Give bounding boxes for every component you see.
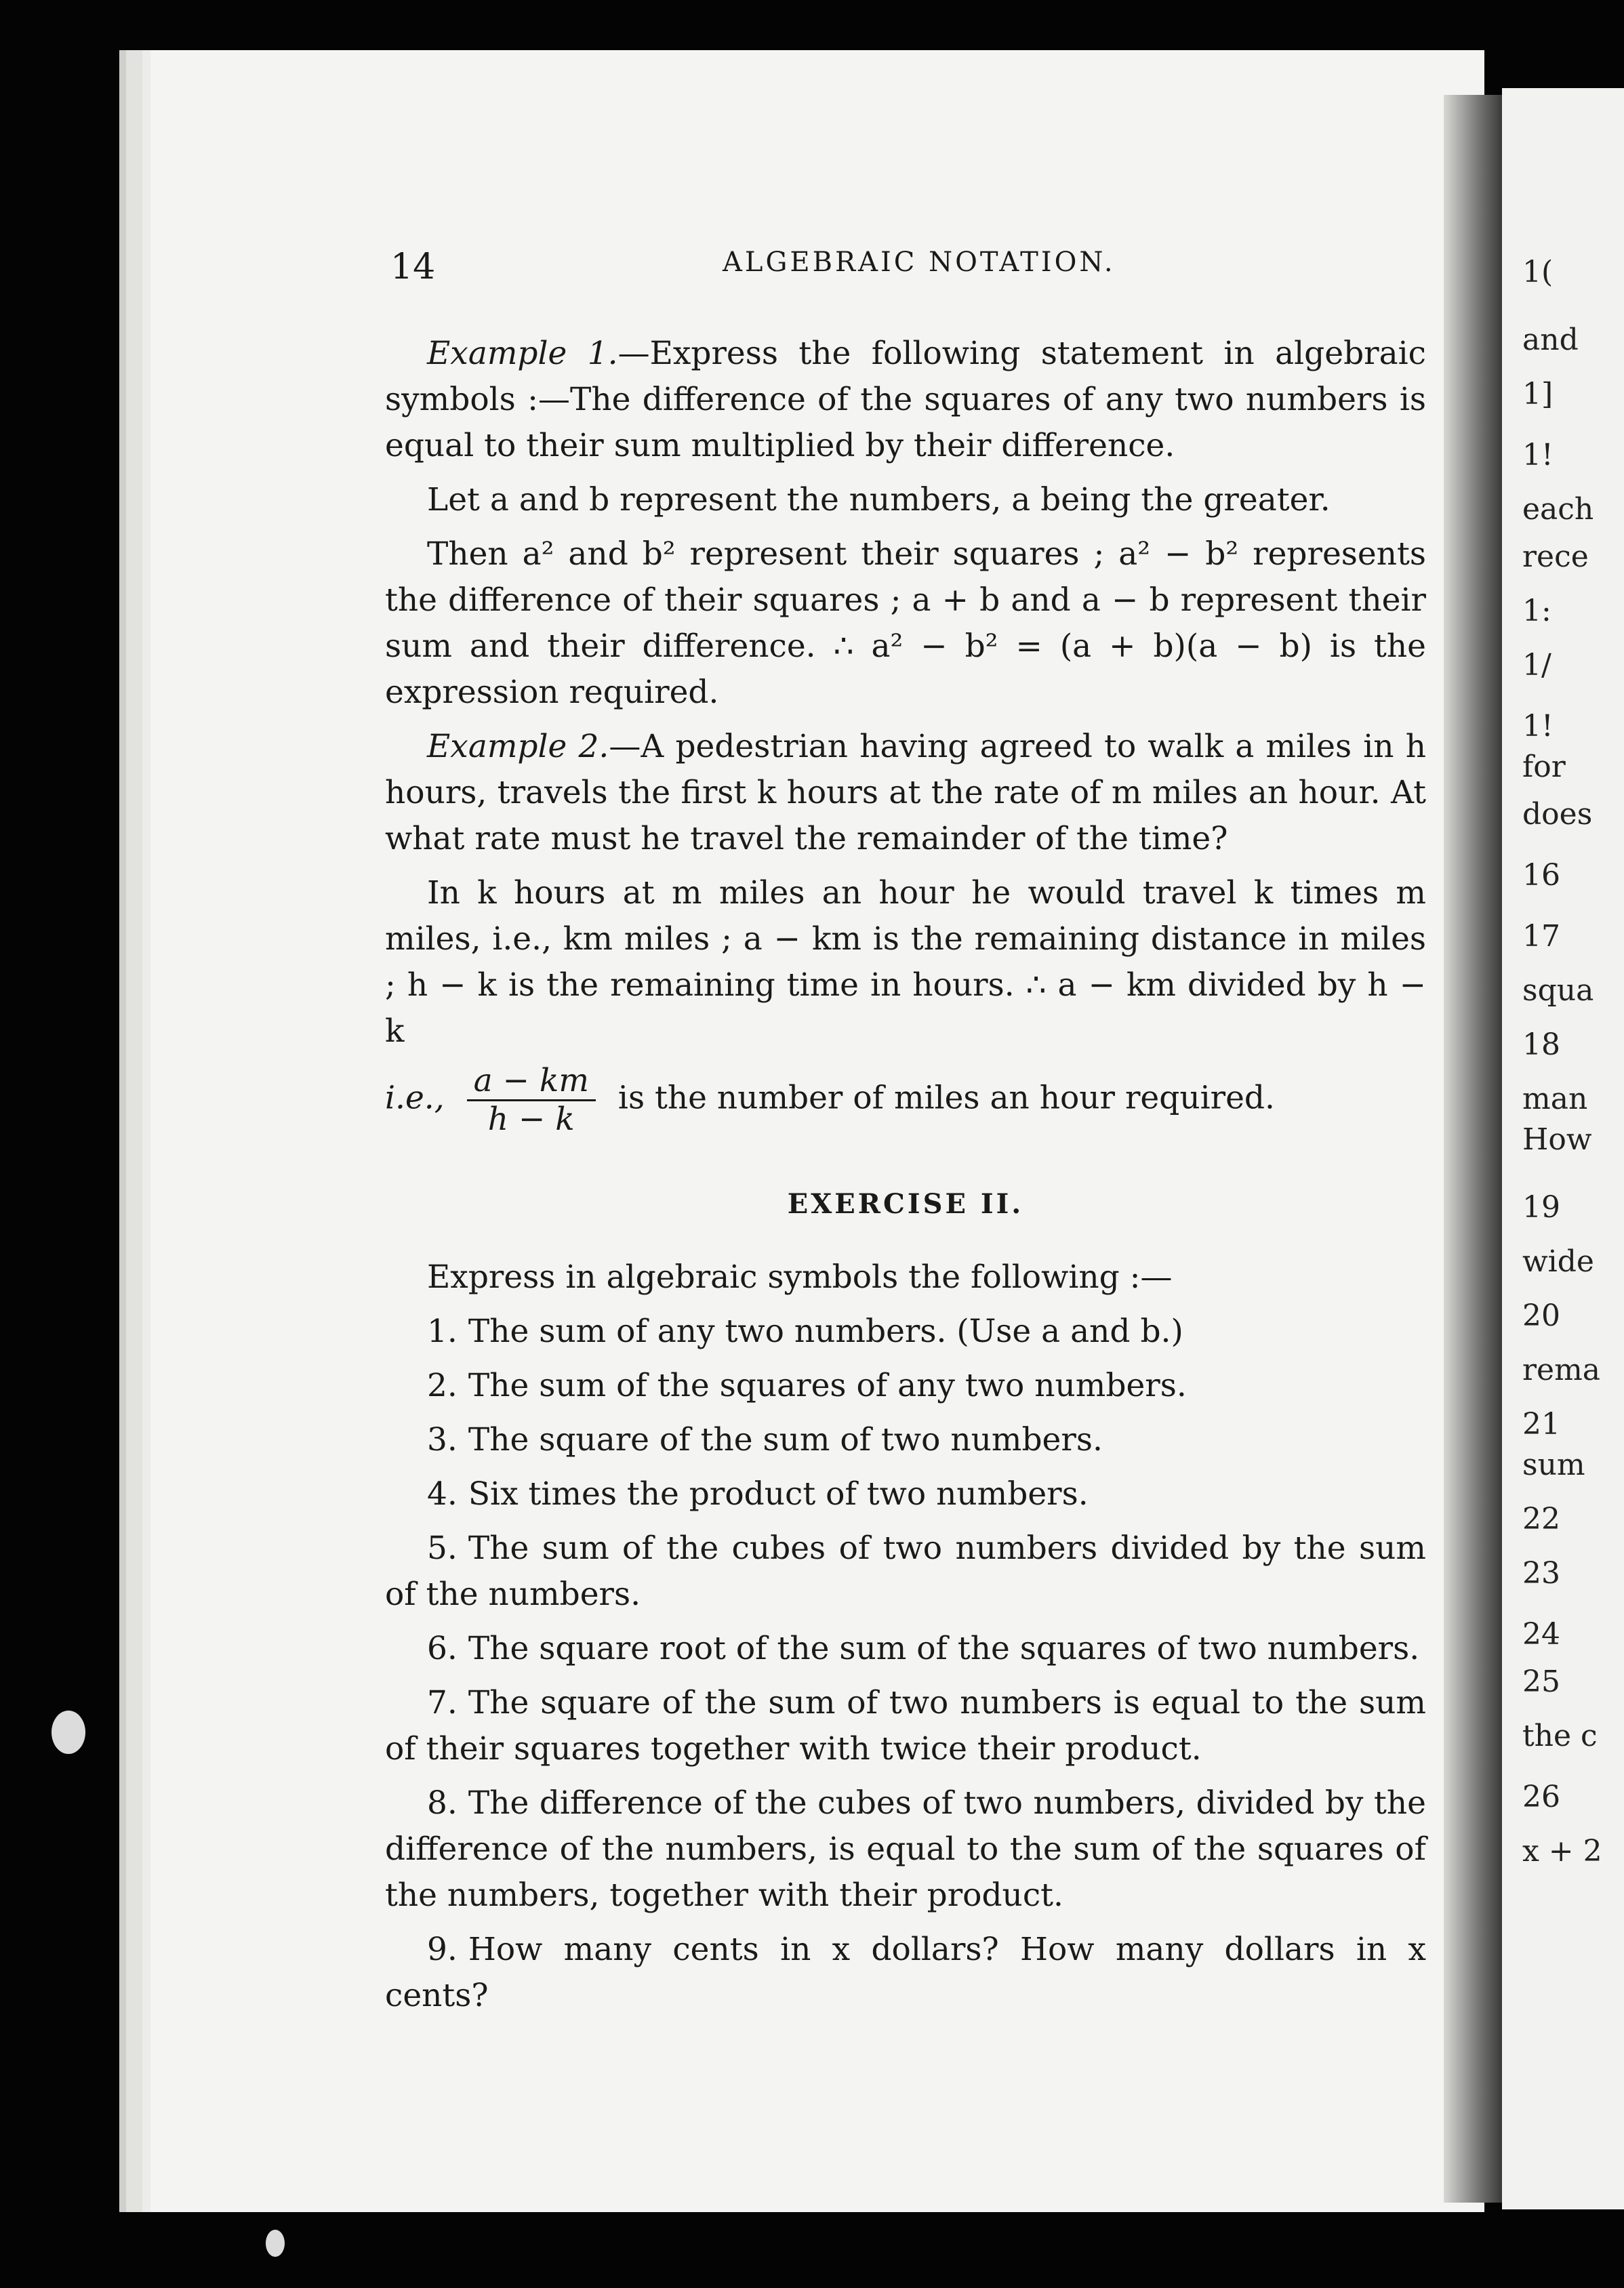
facing-page-fragment: 25 [1522, 1664, 1560, 1699]
facing-page-fragment: How [1522, 1122, 1592, 1157]
exercise-list [385, 1309, 1426, 2019]
facing-page-fragment: rema [1522, 1353, 1601, 1387]
facing-page [1502, 88, 1624, 2209]
facing-page-fragment: 17 [1522, 919, 1560, 954]
facing-page-fragment: 1! [1522, 709, 1554, 743]
example-2-text: —A pedestrian having agreed to walk a miles in h hours, travels the first k hours at the rate of m miles an hour. At what rate must he travel the remainder of the time? [385, 728, 1426, 857]
item-text: The sum of the cubes of two numbers divided by the sum of the numbers. [385, 1530, 1426, 1614]
facing-page-fragment: does [1522, 797, 1593, 832]
example-1-para-2: Let a and b represent the numbers, a being the greater. [427, 481, 1331, 518]
facing-page-fragment: 19 [1522, 1190, 1560, 1225]
facing-page-fragment: for [1522, 750, 1566, 784]
facing-page-fragment: wide [1522, 1244, 1594, 1279]
fraction-tail-text: is the number of miles an hour required. [617, 1079, 1275, 1117]
facing-page-fragment: 26 [1522, 1780, 1560, 1814]
example-1-text: —Express the following statement in algebraic symbols :—The difference of the squares of any two numbers is equal to their sum multiplied by their difference. [385, 335, 1426, 464]
facing-page-fragment: 1( [1522, 255, 1554, 289]
page-number: 14 [390, 247, 436, 287]
item-number: 8. [427, 1784, 458, 1822]
item-text: How many cents in x dollars? How many dollars in x cents? [385, 1931, 1426, 2015]
exercise-item [385, 1417, 1426, 1463]
scan-speck [52, 1711, 85, 1754]
example-2-label: Example 2. [427, 728, 609, 765]
facing-page-fragment: rece [1522, 539, 1589, 574]
facing-page-fragment: 24 [1522, 1617, 1560, 1652]
page-body [385, 331, 1426, 2027]
item-text: The sum of any two numbers. (Use a and b.) [468, 1313, 1183, 1351]
item-number: 3. [427, 1421, 458, 1459]
exercise-item [385, 1780, 1426, 1919]
facing-page-fragment: each [1522, 492, 1594, 527]
facing-page-fragment: 1/ [1522, 648, 1551, 682]
book-gutter-shadow [1444, 95, 1505, 2203]
example-2-para-2: In k hours at m miles an hour he would travel k times m miles, i.e., km miles ; a − km is the remaining distance in miles ; h − k is the remaining time in hours. ∴ a − km divided by h − k [385, 874, 1426, 1050]
item-text: The square of the sum of two numbers is equal to the sum of their squares together with twice their product. [385, 1684, 1426, 1768]
facing-page-fragment: 1] [1522, 377, 1554, 411]
item-text: The square of the sum of two numbers. [468, 1421, 1103, 1459]
item-number: 6. [427, 1630, 458, 1668]
fraction-line [385, 1063, 1426, 1138]
facing-page-fragment: sum [1522, 1448, 1585, 1482]
facing-page-fragment: 16 [1522, 858, 1560, 893]
example-1-label: Example 1. [427, 335, 618, 372]
scan-speck [266, 2230, 285, 2257]
exercise-heading: EXERCISE II. [787, 1188, 1024, 1221]
facing-page-fragment: man [1522, 1082, 1588, 1116]
item-number: 1. [427, 1313, 458, 1351]
exercise-intro: Express in algebraic symbols the following :— [427, 1259, 1173, 1296]
facing-page-fragment: squa [1522, 973, 1594, 1008]
example-1 [385, 331, 1426, 469]
fraction-denominator: h − k [487, 1101, 575, 1139]
exercise-item [385, 1363, 1426, 1409]
facing-page-fragment: and [1522, 323, 1579, 357]
facing-page-fragment: 20 [1522, 1299, 1560, 1333]
item-text: The difference of the cubes of two numbers, divided by the difference of the numbers, is equal to the sum of the squares of the numbers, together with their product. [385, 1784, 1426, 1915]
facing-page-fragment: 21 [1522, 1407, 1560, 1442]
item-number: 7. [427, 1684, 458, 1722]
exercise-item [385, 1309, 1426, 1355]
facing-page-fragment: x + 2 [1522, 1834, 1602, 1868]
example-1-para-3: Then a² and b² represent their squares ; a² − b² represents the difference of their squares ; a + b and a − b represent their sum and their difference. ∴ a² − b² = (a + b)(a − b) is the expression required. [385, 535, 1426, 711]
fraction [467, 1063, 596, 1138]
exercise-item [385, 1626, 1426, 1672]
facing-page-fragment: 1! [1522, 438, 1554, 472]
item-number: 2. [427, 1367, 458, 1405]
facing-page-fragment: the c [1522, 1719, 1598, 1753]
fraction-numerator: a − km [467, 1063, 596, 1101]
exercise-item [385, 1927, 1426, 2019]
exercise-item [385, 1526, 1426, 1618]
facing-page-fragment: 1: [1522, 594, 1551, 628]
item-number: 9. [427, 1931, 458, 1969]
ie-label: i.e., [385, 1079, 445, 1117]
item-text: The sum of the squares of any two numbers. [468, 1367, 1187, 1405]
facing-page-fragment: 23 [1522, 1556, 1560, 1591]
exercise-item [385, 1680, 1426, 1772]
facing-page-fragment: 18 [1522, 1027, 1560, 1062]
example-2 [385, 724, 1426, 862]
facing-page-fragment: 22 [1522, 1502, 1560, 1536]
item-text: Six times the product of two numbers. [468, 1475, 1089, 1513]
item-number: 5. [427, 1530, 458, 1568]
exercise-item [385, 1471, 1426, 1517]
item-text: The square root of the sum of the squares of two numbers. [468, 1630, 1420, 1668]
item-number: 4. [427, 1475, 458, 1513]
running-title: ALGEBRAIC NOTATION. [723, 247, 1116, 278]
